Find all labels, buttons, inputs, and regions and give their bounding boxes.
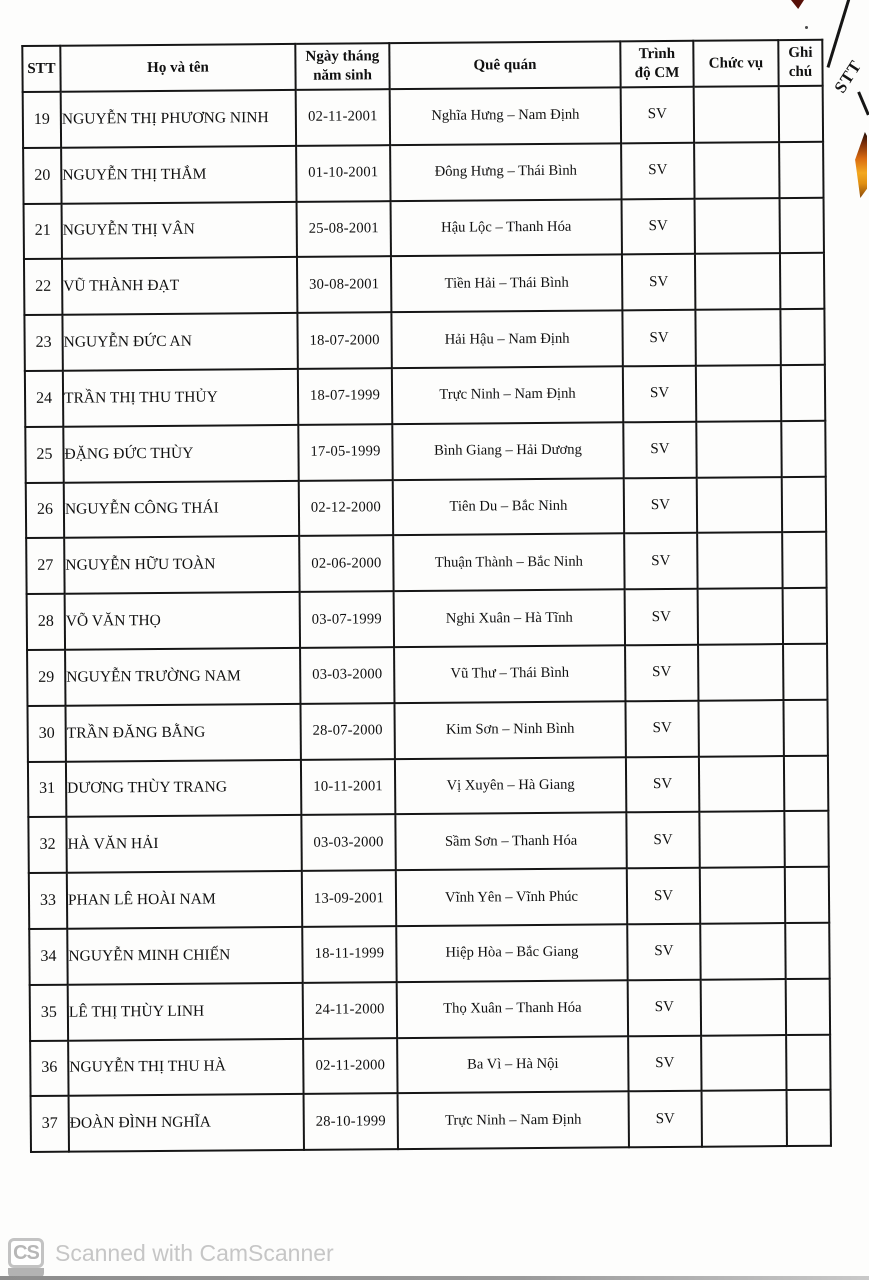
table-row: [28, 755, 828, 817]
cell-position: [700, 867, 785, 923]
cell-level: SV: [623, 366, 696, 422]
cell-dob: 17-05-1999: [298, 424, 392, 481]
cell-hometown: Sầm Sơn – Thanh Hóa: [395, 813, 626, 871]
table-header-row: [22, 40, 822, 92]
cell-stt: 25: [25, 426, 63, 482]
cell-note: [783, 588, 827, 644]
cell-hometown: Bình Giang – Hải Dương: [392, 422, 623, 480]
cell-stt: 32: [28, 817, 66, 873]
cell-dob: 18-07-2000: [297, 312, 391, 369]
cell-level: SV: [627, 868, 700, 924]
cell-note: [783, 644, 827, 700]
cell-note: [779, 142, 823, 198]
cell-dob: 28-10-1999: [304, 1093, 398, 1150]
cell-position: [697, 532, 782, 588]
header-cell-name: Họ và tên: [60, 44, 295, 92]
camscanner-watermark: [8, 1238, 334, 1268]
cell-level: SV: [626, 756, 699, 812]
cell-name: NGUYỄN THỊ PHƯƠNG NINH: [61, 90, 296, 148]
table-body: [23, 86, 831, 1152]
cell-level: SV: [628, 979, 701, 1035]
cell-level: SV: [621, 87, 694, 143]
cell-stt: 26: [26, 482, 64, 538]
cell-position: [698, 588, 783, 644]
cell-stt: 30: [27, 705, 65, 761]
cell-hometown: Thuận Thành – Bắc Ninh: [393, 534, 624, 592]
table-row: [24, 197, 824, 259]
cell-position: [699, 811, 784, 867]
table-row: [27, 588, 827, 650]
photo-bottom-edge: [0, 1276, 869, 1280]
cell-position: [696, 365, 781, 421]
cell-hometown: Ba Vì – Hà Nội: [397, 1036, 628, 1094]
cell-dob: 13-09-2001: [302, 870, 396, 927]
header-dob-line1: Ngày tháng: [305, 48, 380, 66]
cell-level: SV: [625, 701, 698, 757]
cell-name: NGUYỄN HỮU TOÀN: [64, 536, 299, 594]
cell-stt: 27: [26, 538, 64, 594]
cell-note: [786, 1034, 830, 1090]
roster-table: [21, 39, 832, 1153]
orange-bookmark-corner: [853, 132, 867, 198]
cell-dob: 03-03-2000: [300, 647, 394, 704]
cell-dob: 28-07-2000: [300, 703, 394, 760]
overlapping-page-edge-line2: [857, 91, 869, 115]
cs-logo-icon: CS: [8, 1238, 44, 1268]
cell-hometown: Trực Ninh – Nam Định: [392, 366, 623, 424]
cell-name: TRẦN THỊ THU THỦY: [63, 369, 298, 427]
header-level-line1: Trình: [638, 46, 676, 63]
cell-position: [702, 1090, 787, 1146]
cell-hometown: Thọ Xuân – Thanh Hóa: [397, 980, 628, 1038]
roster-table-wrap: [21, 39, 832, 1153]
cell-hometown: Vũ Thư – Thái Bình: [394, 645, 625, 703]
header-note-line2: chú: [788, 63, 813, 81]
table-row: [30, 1034, 830, 1096]
cell-level: SV: [628, 1035, 701, 1091]
pen-mark-triangle: [791, 0, 804, 9]
cell-hometown: Hiệp Hòa – Bắc Giang: [396, 924, 627, 982]
table-row: [28, 811, 828, 873]
cell-position: [695, 198, 780, 254]
table-row: [24, 253, 824, 315]
cell-name: HÀ VĂN HẢI: [66, 815, 301, 873]
cell-hometown: Tiền Hải – Thái Bình: [391, 255, 622, 313]
header-level-line2: độ CM: [634, 64, 680, 82]
cell-dob: 02-11-2001: [296, 89, 390, 146]
cell-note: [784, 811, 828, 867]
cell-dob: 02-06-2000: [299, 536, 393, 593]
cell-name: NGUYỄN TRƯỜNG NAM: [65, 648, 300, 706]
cell-name: ĐOÀN ĐÌNH NGHĨA: [69, 1094, 304, 1152]
cell-note: [781, 365, 825, 421]
header-cell-level: [620, 41, 693, 88]
table-row: [25, 421, 825, 483]
cell-hometown: Vĩnh Yên – Vĩnh Phúc: [396, 868, 627, 926]
cell-note: [779, 86, 823, 142]
cell-name: ĐẶNG ĐỨC THÙY: [63, 425, 298, 483]
cell-note: [787, 1090, 831, 1146]
cell-name: NGUYỄN THỊ THẮM: [61, 146, 296, 204]
table-row: [26, 476, 826, 538]
cell-level: SV: [623, 422, 696, 478]
cell-note: [780, 309, 824, 365]
header-dob-line2: năm sinh: [313, 67, 372, 84]
table-row: [29, 867, 829, 929]
cell-level: SV: [624, 533, 697, 589]
cell-note: [782, 532, 826, 588]
cell-position: [701, 979, 786, 1035]
cell-stt: 24: [25, 371, 63, 427]
cell-name: VŨ THÀNH ĐẠT: [62, 257, 297, 315]
cell-level: SV: [625, 589, 698, 645]
cell-name: NGUYỄN THỊ THU HÀ: [68, 1038, 303, 1096]
cell-note: [784, 755, 828, 811]
cell-note: [786, 978, 830, 1034]
cell-stt: 29: [27, 650, 65, 706]
table-row: [31, 1090, 831, 1152]
table-row: [27, 699, 827, 761]
table-row: [30, 978, 830, 1040]
table-row: [25, 365, 825, 427]
table-row: [29, 923, 829, 985]
table-row: [23, 86, 823, 148]
cell-hometown: Kim Sơn – Ninh Bình: [394, 701, 625, 759]
cell-stt: 23: [24, 315, 62, 371]
table-row: [24, 309, 824, 371]
cell-dob: 24-11-2000: [303, 982, 397, 1039]
cell-note: [780, 253, 824, 309]
cell-stt: 37: [31, 1096, 69, 1152]
cell-note: [785, 923, 829, 979]
header-note-line1: Ghi: [788, 45, 813, 62]
cell-note: [785, 867, 829, 923]
cell-dob: 03-07-1999: [300, 591, 394, 648]
corner-stt-label: STT: [830, 56, 866, 97]
cell-stt: 19: [23, 92, 61, 148]
table-row: [26, 532, 826, 594]
cell-stt: 20: [23, 148, 61, 204]
cell-hometown: Vị Xuyên – Hà Giang: [395, 757, 626, 815]
cell-dob: 25-08-2001: [297, 201, 391, 258]
cell-stt: 21: [24, 203, 62, 259]
overlapping-page-edge-line: [827, 0, 851, 68]
table-row: [27, 644, 827, 706]
table-row: [23, 142, 823, 204]
header-cell-position: Chức vụ: [693, 40, 778, 87]
cell-name: NGUYỄN MINH CHIẾN: [67, 927, 302, 985]
cell-note: [783, 699, 827, 755]
cell-note: [780, 197, 824, 253]
cell-dob: 03-03-2000: [301, 814, 395, 871]
cell-hometown: Trực Ninh – Nam Định: [398, 1092, 629, 1150]
cell-name: TRẦN ĐĂNG BẰNG: [65, 704, 300, 762]
cell-dob: 30-08-2001: [297, 257, 391, 314]
cell-hometown: Hậu Lộc – Thanh Hóa: [391, 199, 622, 257]
cell-position: [701, 1035, 786, 1091]
cell-dob: 02-12-2000: [299, 480, 393, 537]
cell-dob: 18-11-1999: [302, 926, 396, 983]
cell-hometown: Đông Hưng – Thái Bình: [390, 143, 621, 201]
cell-level: SV: [625, 645, 698, 701]
cell-name: NGUYỄN CÔNG THÁI: [64, 480, 299, 538]
cell-level: SV: [622, 310, 695, 366]
cell-position: [695, 309, 780, 365]
cell-position: [700, 923, 785, 979]
cell-level: SV: [627, 924, 700, 980]
cell-level: SV: [626, 812, 699, 868]
cell-stt: 31: [28, 761, 66, 817]
cell-stt: 33: [29, 873, 67, 929]
header-cell-hometown: Quê quán: [389, 41, 620, 89]
scan-speck: [805, 26, 808, 29]
cell-dob: 18-07-1999: [298, 368, 392, 425]
header-cell-dob: [295, 43, 389, 90]
header-cell-note: [778, 40, 822, 86]
cell-name: LÊ THỊ THÙY LINH: [68, 983, 303, 1041]
cell-name: NGUYỄN THỊ VÂN: [62, 201, 297, 259]
cell-level: SV: [622, 198, 695, 254]
cell-level: SV: [629, 1091, 702, 1147]
watermark-text: Scanned with CamScanner: [55, 1239, 334, 1266]
cell-stt: 34: [29, 929, 67, 985]
cell-position: [696, 421, 781, 477]
cell-level: SV: [621, 143, 694, 199]
cell-position: [694, 86, 779, 142]
cell-level: SV: [622, 254, 695, 310]
cell-position: [694, 142, 779, 198]
cell-note: [781, 421, 825, 477]
cell-position: [698, 700, 783, 756]
cell-level: SV: [624, 477, 697, 533]
cell-position: [697, 477, 782, 533]
cell-dob: 10-11-2001: [301, 759, 395, 816]
cell-position: [695, 253, 780, 309]
cell-name: NGUYỄN ĐỨC AN: [62, 313, 297, 371]
cell-hometown: Hải Hậu – Nam Định: [391, 311, 622, 369]
cell-stt: 36: [30, 1040, 68, 1096]
cell-hometown: Nghi Xuân – Hà Tĩnh: [394, 589, 625, 647]
cell-note: [782, 476, 826, 532]
cell-name: VÕ VĂN THỌ: [65, 592, 300, 650]
cell-stt: 28: [27, 594, 65, 650]
cell-dob: 02-11-2000: [303, 1038, 397, 1095]
cell-name: DƯƠNG THÙY TRANG: [66, 759, 301, 817]
cell-position: [698, 644, 783, 700]
cell-name: PHAN LÊ HOÀI NAM: [67, 871, 302, 929]
cell-hometown: Nghĩa Hưng – Nam Định: [390, 87, 621, 145]
cell-stt: 22: [24, 259, 62, 315]
cell-position: [699, 756, 784, 812]
cell-hometown: Tiên Du – Bắc Ninh: [393, 478, 624, 536]
cell-dob: 01-10-2001: [296, 145, 390, 202]
header-cell-stt: STT: [22, 46, 60, 92]
cell-stt: 35: [30, 984, 68, 1040]
